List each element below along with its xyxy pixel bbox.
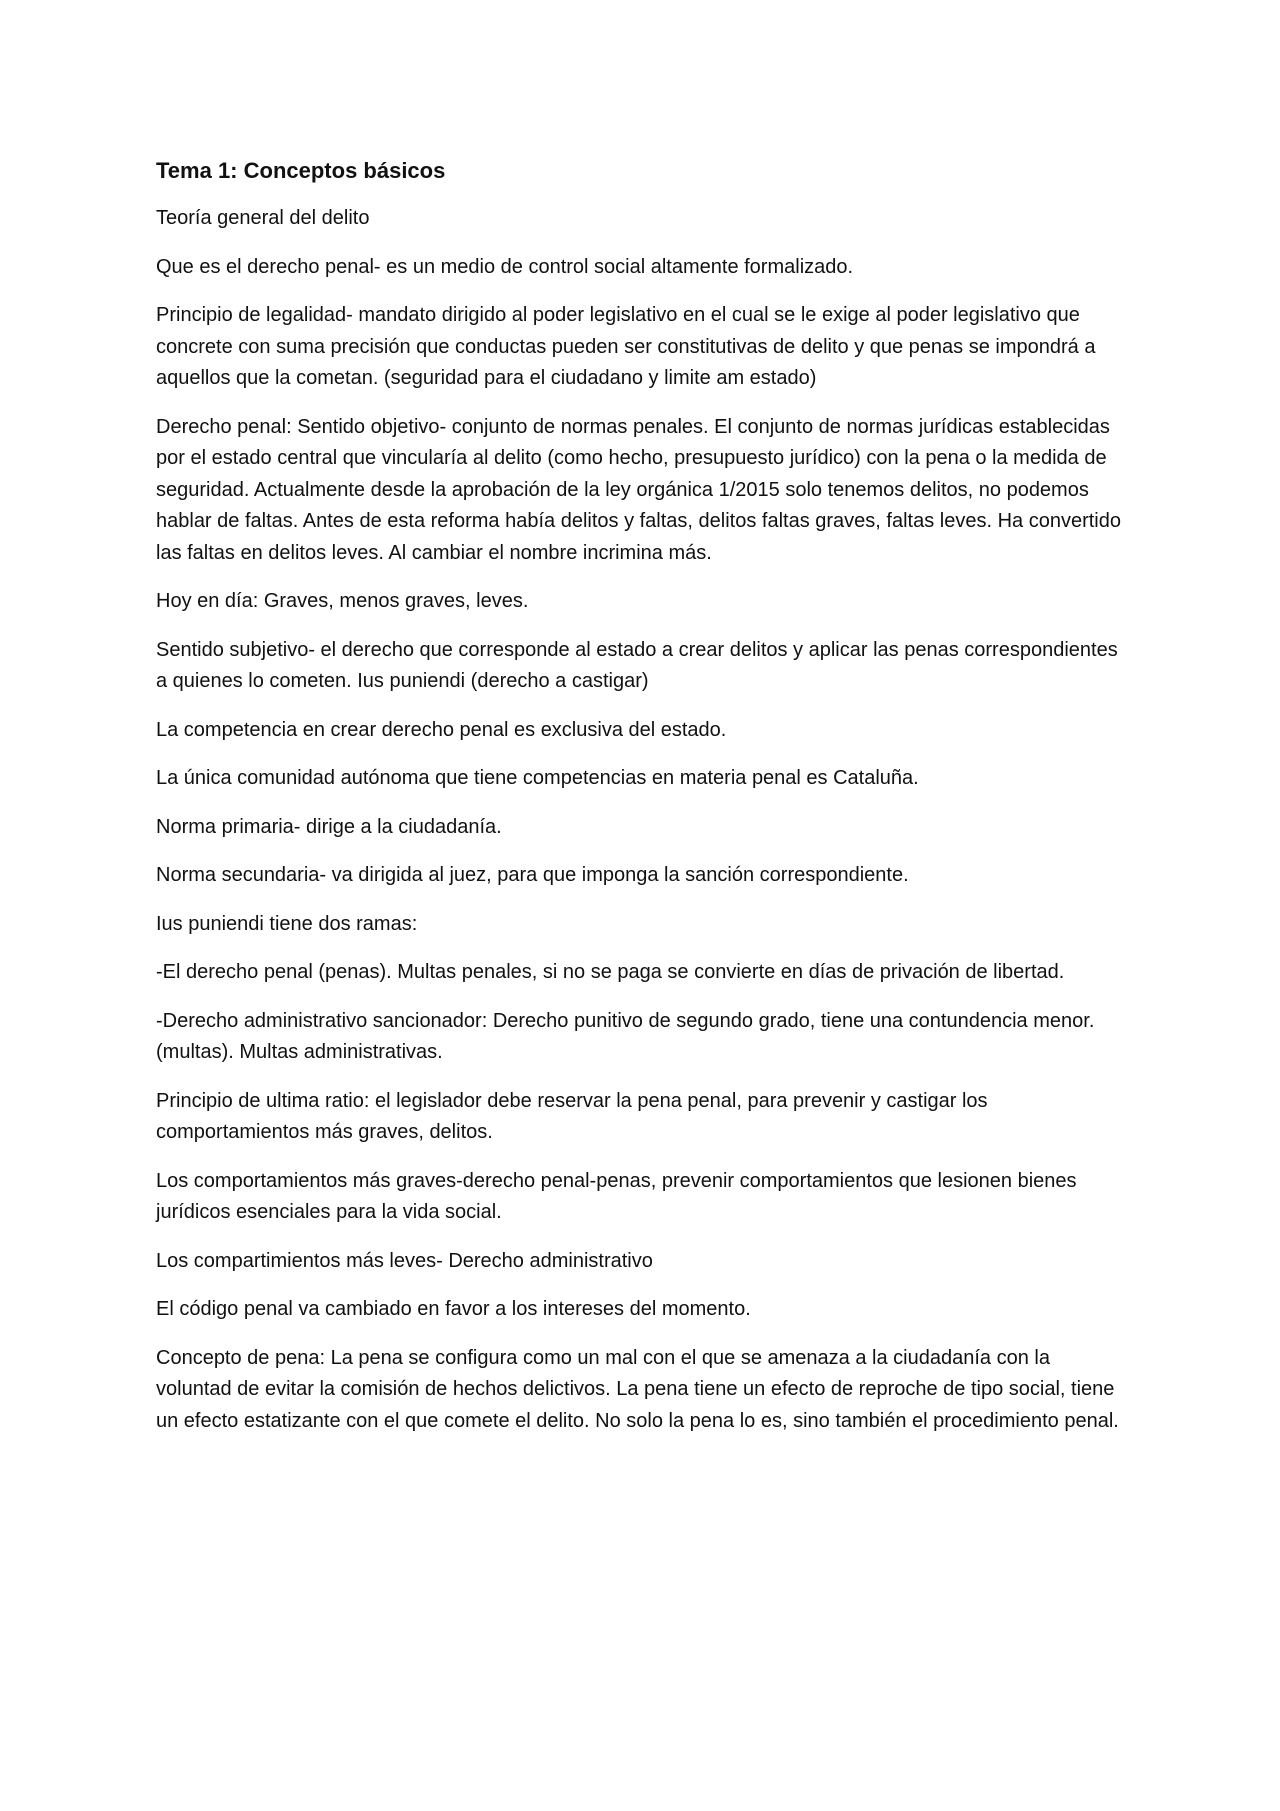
- paragraph: Derecho penal: Sentido objetivo- conjunto de normas penales. El conjunto de normas jurídicas establecidas por el estado central que vincularía al delito (como hecho, presupuesto jurídico) con la pena o la medida de seguridad. Actualmente desde la aprobación de la ley orgánica 1/2015 solo tenemos delitos, no podemos hablar de faltas. Antes de esta reforma había delitos y faltas, delitos faltas graves, faltas leves. Ha convertido las faltas en delitos leves. Al cambiar el nombre incrimina más.: [156, 415, 1121, 564]
- paragraph: Norma secundaria- va dirigida al juez, para que imponga la sanción correspondiente.: [156, 864, 909, 886]
- paragraph: Norma primaria- dirige a la ciudadanía.: [156, 815, 502, 838]
- paragraph: Concepto de pena: La pena se configura como un mal con el que se amenaza a la ciudadanía con la voluntad de evitar la comisión de hechos delictivos. La pena tiene un efecto de reproche de tipo social, tiene un efecto estatizante con el que comete el delito. No solo la pena lo es, sino también el procedimiento penal.: [156, 1346, 1119, 1432]
- paragraph: Sentido subjetivo- el derecho que corresponde al estado a crear delitos y aplicar las penas correspondientes a quienes lo cometen. Ius puniendi (derecho a castigar): [156, 638, 1118, 692]
- paragraph: Hoy en día: Graves, menos graves, leves.: [156, 590, 529, 612]
- paragraph: Teoría general del delito: [156, 207, 370, 229]
- paragraph: La única comunidad autónoma que tiene competencias en materia penal es Cataluña.: [156, 767, 919, 789]
- paragraph: -El derecho penal (penas). Multas penales, si no se paga se convierte en días de privación de libertad.: [156, 961, 1065, 983]
- paragraph: Ius puniendi tiene dos ramas:: [156, 912, 418, 935]
- document-title: Tema 1: Conceptos básicos: [156, 158, 446, 183]
- paragraph: -Derecho administrativo sancionador: Derecho punitivo de segundo grado, tiene una contundencia menor. (multas). Multas administrativas.: [156, 1009, 1095, 1063]
- paragraph: Los compartimientos más leves- Derecho administrativo: [156, 1249, 653, 1272]
- paragraph: Que es el derecho penal- es un medio de control social altamente formalizado.: [156, 255, 854, 278]
- paragraph: La competencia en crear derecho penal es exclusiva del estado.: [156, 718, 727, 741]
- paragraph: El código penal va cambiado en favor a los intereses del momento.: [156, 1298, 751, 1320]
- paragraph: Principio de ultima ratio: el legislador debe reservar la pena penal, para prevenir y castigar los comportamientos más graves, delitos.: [156, 1089, 988, 1143]
- paragraph: Principio de legalidad- mandato dirigido al poder legislativo en el cual se le exige al poder legislativo que concrete con suma precisión que conductas pueden ser constitutivas de delito y que penas se impondrá a aquellos que la cometan. (seguridad para el ciudadano y limite am estado): [156, 304, 1096, 389]
- paragraph: Los comportamientos más graves-derecho penal-penas, prevenir comportamientos que lesionen bienes jurídicos esenciales para la vida social.: [156, 1169, 1077, 1223]
